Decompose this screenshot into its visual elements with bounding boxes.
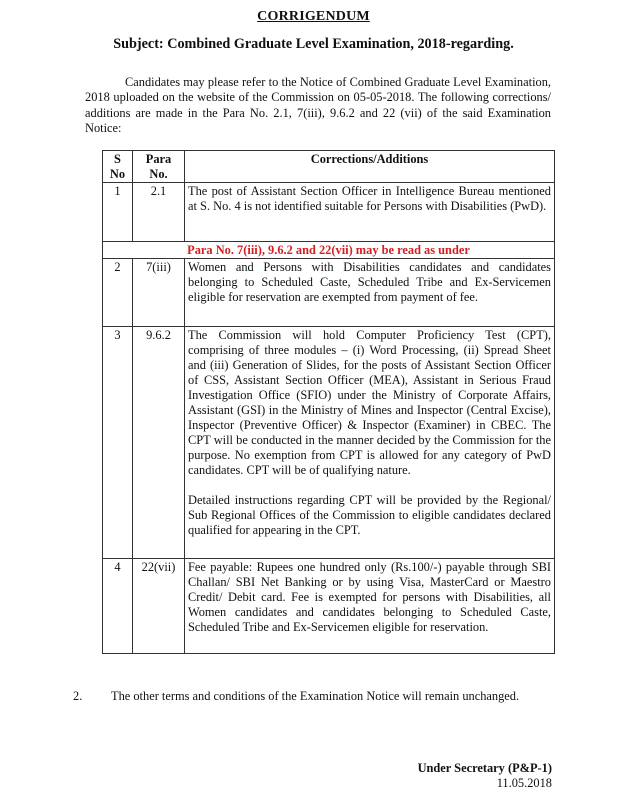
table-row	[103, 259, 555, 327]
row-para: 9.6.2	[133, 327, 185, 559]
closing-note	[73, 688, 551, 704]
note-number: 2.	[73, 689, 83, 703]
table-row	[103, 183, 555, 242]
corrections-table	[102, 150, 555, 654]
row-text: The Commission will hold Computer Proficiency Test (CPT), comprising of three modules – (i) Word Processing, (ii) Spread Sheet and (iii) Generation of Slides, for the posts of Assistant Section Officer of CSS, Assistant Section Officer (MEA), Assistant in Serious Fraud Investigation Office (SFIO) under the Ministry of Corporate Affairs, Assistant (GSI) in the Ministry of Mines and Inspector (Central Excise), Inspector (Preventive Officer) & Inspector (Examiner) in CBEC. The CPT will be conducted in the manner decided by the Commission for the purpose. No exemption from CPT is allowed for any category of PwD candidates. CPT will be of qualifying nature.	[188, 328, 551, 477]
signature-block	[418, 761, 552, 791]
document-subject: Subject: Combined Graduate Level Examination, 2018-regarding.	[113, 36, 514, 52]
document-title: CORRIGENDUM	[257, 9, 370, 24]
row-sno: 3	[103, 327, 133, 559]
header-sno: S No	[103, 151, 133, 183]
row-para: 7(iii)	[133, 259, 185, 327]
row-sno: 1	[103, 183, 133, 242]
row-text: The post of Assistant Section Officer in Intelligence Bureau mentioned at S. No. 4 is not identified suitable for Persons with Disabilities (PwD).	[185, 183, 555, 242]
intro-paragraph: Candidates may please refer to the Notice of Combined Graduate Level Examination, 2018 uploaded on the website of the Commission on 05-05-2018. The following corrections/ additions are made in the Para No. 2.1, 7(iii), 9.6.2 and 22 (vii) of the said Examination Notice:	[85, 75, 551, 135]
row-para: 22(vii)	[133, 559, 185, 654]
row-sno: 4	[103, 559, 133, 654]
signatory-designation: Under Secretary (P&P-1)	[417, 761, 552, 775]
row-sno: 2	[103, 259, 133, 327]
table-subheader-row	[103, 242, 555, 259]
table-row	[103, 327, 555, 559]
header-corrections: Corrections/Additions	[185, 151, 555, 183]
subheader-text: Para No. 7(iii), 9.6.2 and 22(vii) may be read as under	[103, 242, 555, 259]
row-text: Fee payable: Rupees one hundred only (Rs.100/-) payable through SBI Challan/ SBI Net Banking or by using Visa, MasterCard or Maestro Credit/ Debit card. Fee is exempted for persons with Disabilities, all Women candidates and candidates belonging to Scheduled Caste, Scheduled Tribe and Ex-Servicemen eligible for reservation.	[185, 559, 555, 654]
row-text: Women and Persons with Disabilities candidates and candidates belonging to Scheduled Caste, Scheduled Tribe and Ex-Servicemen eligible for reservation are exempted from payment of fee.	[185, 259, 555, 327]
note-text: The other terms and conditions of the Examination Notice will remain unchanged.	[111, 689, 520, 703]
signature-date: 11.05.2018	[496, 776, 552, 790]
row-text-detail: Detailed instructions regarding CPT will be provided by the Regional/ Sub Regional Offices of the Commission to eligible candidates declared qualified for appearing in the CPT.	[188, 493, 551, 537]
header-para-no: Para No.	[133, 151, 185, 183]
table-header-row	[103, 151, 555, 183]
row-para: 2.1	[133, 183, 185, 242]
row-text-block	[185, 327, 555, 559]
table-row	[103, 559, 555, 654]
